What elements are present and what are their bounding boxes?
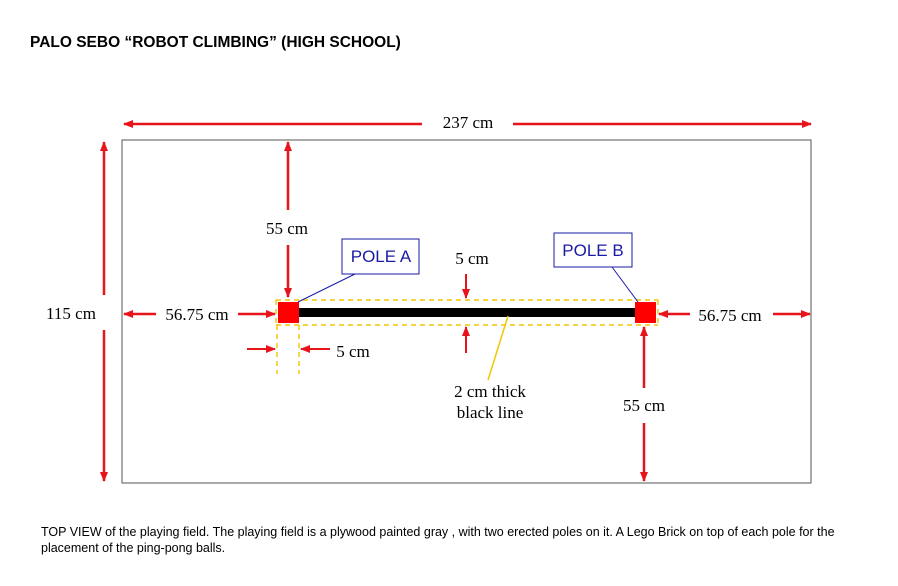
- width-label: 237 cm: [442, 113, 494, 132]
- pole-a: [278, 302, 299, 323]
- height-label: 115 cm: [46, 304, 96, 323]
- left-offset-label: 56.75 cm: [165, 305, 229, 324]
- width-dimension: [124, 113, 811, 132]
- pole-b-callout-text: POLE B: [562, 241, 624, 260]
- band-width-label: 5 cm: [455, 249, 489, 268]
- height-dimension: [46, 142, 104, 481]
- line-note-line-1: 2 cm thick: [454, 382, 526, 401]
- black-line: [299, 308, 635, 317]
- pole-b: [635, 302, 656, 323]
- page-title: PALO SEBO “ROBOT CLIMBING” (HIGH SCHOOL): [30, 34, 401, 51]
- line-note-line-2: black line: [456, 403, 524, 422]
- pole-a-callout-text: POLE A: [350, 247, 412, 266]
- figure-caption: TOP VIEW of the playing field. The playing field is a plywood painted gray , with two erected poles on it. A Lego Brick on top of each pole for the placement of the ping-pong balls.: [41, 525, 835, 555]
- pole-width-label: 5 cm: [336, 342, 370, 361]
- top-offset-label: 55 cm: [265, 219, 309, 238]
- right-offset-label: 56.75 cm: [698, 306, 762, 325]
- bottom-offset-label: 55 cm: [622, 396, 666, 415]
